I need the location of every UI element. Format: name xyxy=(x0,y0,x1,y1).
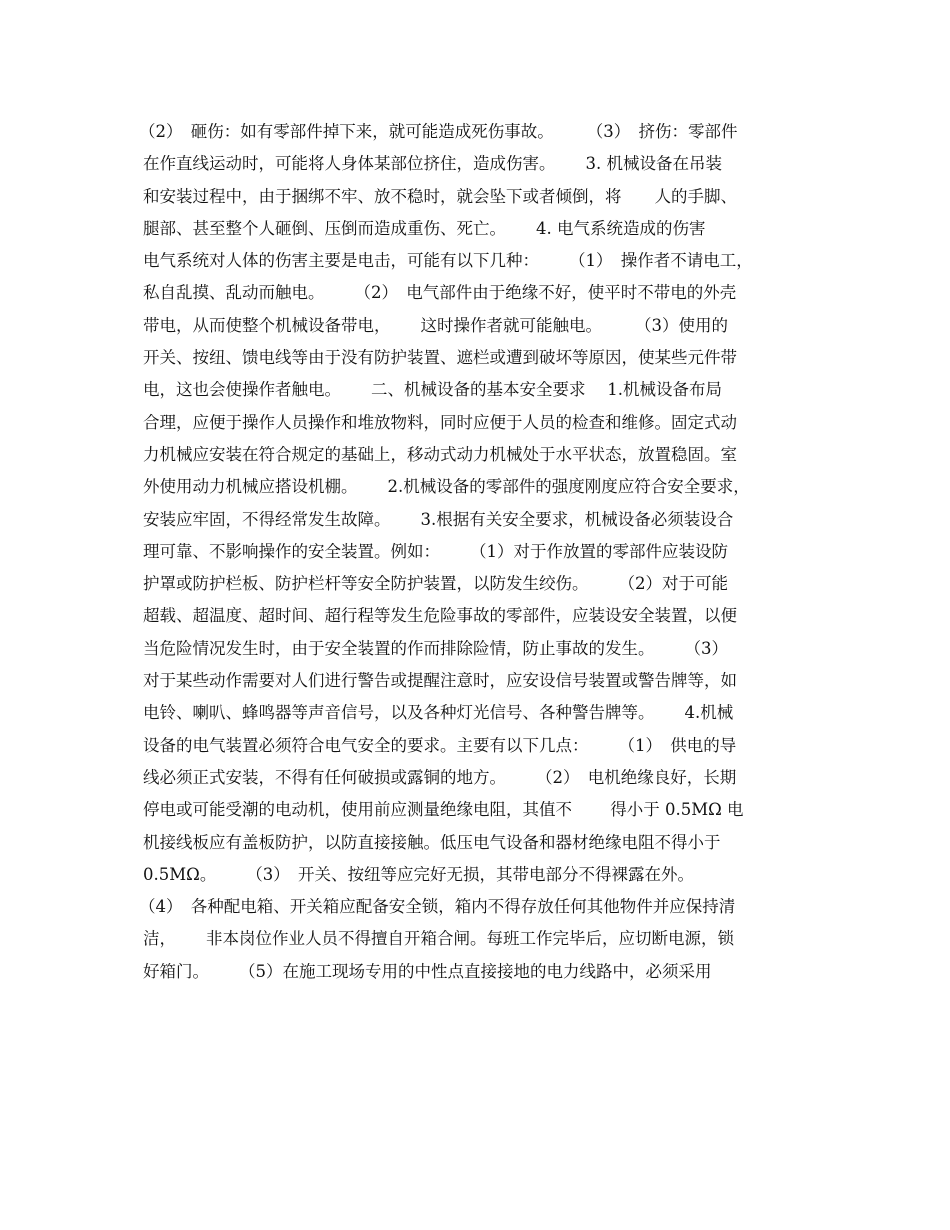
text-line: 腿部、甚至整个人砸倒、压倒而造成重伤、死亡。 4. 电气系统造成的伤害 xyxy=(143,218,706,238)
text-line: 开关、按纽、馈电线等由于没有防护装置、遮栏或遭到破坏等原因，使某些元件带 xyxy=(143,348,737,368)
text-line: 好箱门。 （5）在施工现场专用的中性点直接接地的电力线路中，必须采用 xyxy=(143,961,712,981)
text-line: 电，这也会使操作者触电。 二、机械设备的基本安全要求 1.机械设备布局 xyxy=(143,380,722,400)
text-line: 对于某些动作需要对人们进行警告或提醒注意时，应安设信号装置或警告牌等，如 xyxy=(143,671,737,691)
text-line: 设备的电气装置必须符合电气安全的要求。主要有以下几点： （1） 供电的导 xyxy=(143,735,737,755)
text-line: 线必须正式安装，不得有任何破损或露铜的地方。 （2） 电机绝缘良好，长期 xyxy=(143,767,737,787)
text-line: 和安装过程中，由于捆绑不牢、放不稳时，就会坠下或者倾倒，将 人的手脚、 xyxy=(143,186,737,206)
text-line: 机接线板应有盖板防护，以防直接接触。低压电气设备和器材绝缘电阻不得小于 xyxy=(143,832,721,852)
text-line: 理可靠、不影响操作的安全装置。例如： （1）对于作放置的零部件应装设防 xyxy=(143,541,728,561)
text-line: （2） 砸伤：如有零部件掉下来，就可能造成死伤事故。 （3） 挤伤：零部件 xyxy=(139,122,738,141)
text-line: 力机械应安装在符合规定的基础上，移动式动力机械处于水平状态，放置稳固。室 xyxy=(143,444,737,464)
text-line: 合理，应便于操作人员操作和堆放物料，同时应便于人员的检查和维修。固定式动 xyxy=(143,412,737,432)
document-body-text xyxy=(139,116,823,988)
text-line: 0.5MΩ。 （3） 开关、按纽等应完好无损，其带电部分不得裸露在外。 xyxy=(143,864,695,884)
text-line: 私自乱摸、乱动而触电。 （2） 电气部件由于绝缘不好，使平时不带电的外壳 xyxy=(143,283,737,303)
text-line: 当危险情况发生时，由于安全装置的作而排除险情，防止事故的发生。 （3） xyxy=(143,638,728,658)
text-line: 电气系统对人体的伤害主要是电击，可能有以下几种： （1） 操作者不请电工， xyxy=(143,251,753,271)
text-line: 安装应牢固，不得经常发生故障。 3.根据有关安全要求，机械设备必须装设合 xyxy=(143,509,734,529)
text-line: 外使用动力机械应搭设机棚。 2.机械设备的零部件的强度刚度应符合安全要求， xyxy=(143,477,750,497)
text-line: 超载、超温度、超时间、超行程等发生危险事故的零部件，应装设安全装置，以便 xyxy=(143,606,737,626)
text-line: 停电或可能受潮的电动机，使用前应测量绝缘电阻，其值不 得小于 0.5MΩ 电 xyxy=(143,800,744,820)
text-line: 带电，从而使整个机械设备带电， 这时操作者就可能触电。 （3）使用的 xyxy=(143,315,728,335)
text-line: 护罩或防护栏板、防护栏杆等安全防护装置，以防发生绞伤。 （2）对于可能 xyxy=(143,574,728,594)
text-line: 电铃、喇叭、蜂鸣器等声音信号，以及各种灯光信号、各种警告牌等。 4.机械 xyxy=(143,703,734,723)
text-line: （4） 各种配电箱、开关箱应配备安全锁，箱内不得存放任何其他物件并应保持清 xyxy=(139,897,736,917)
text-line: 洁， 非本岗位作业人员不得擅自开箱合闸。每班工作完毕后，应切断电源，锁 xyxy=(143,929,734,949)
text-line: 在作直线运动时，可能将人身体某部位挤住，造成伤害。 3. 机械设备在吊装 xyxy=(143,154,722,174)
